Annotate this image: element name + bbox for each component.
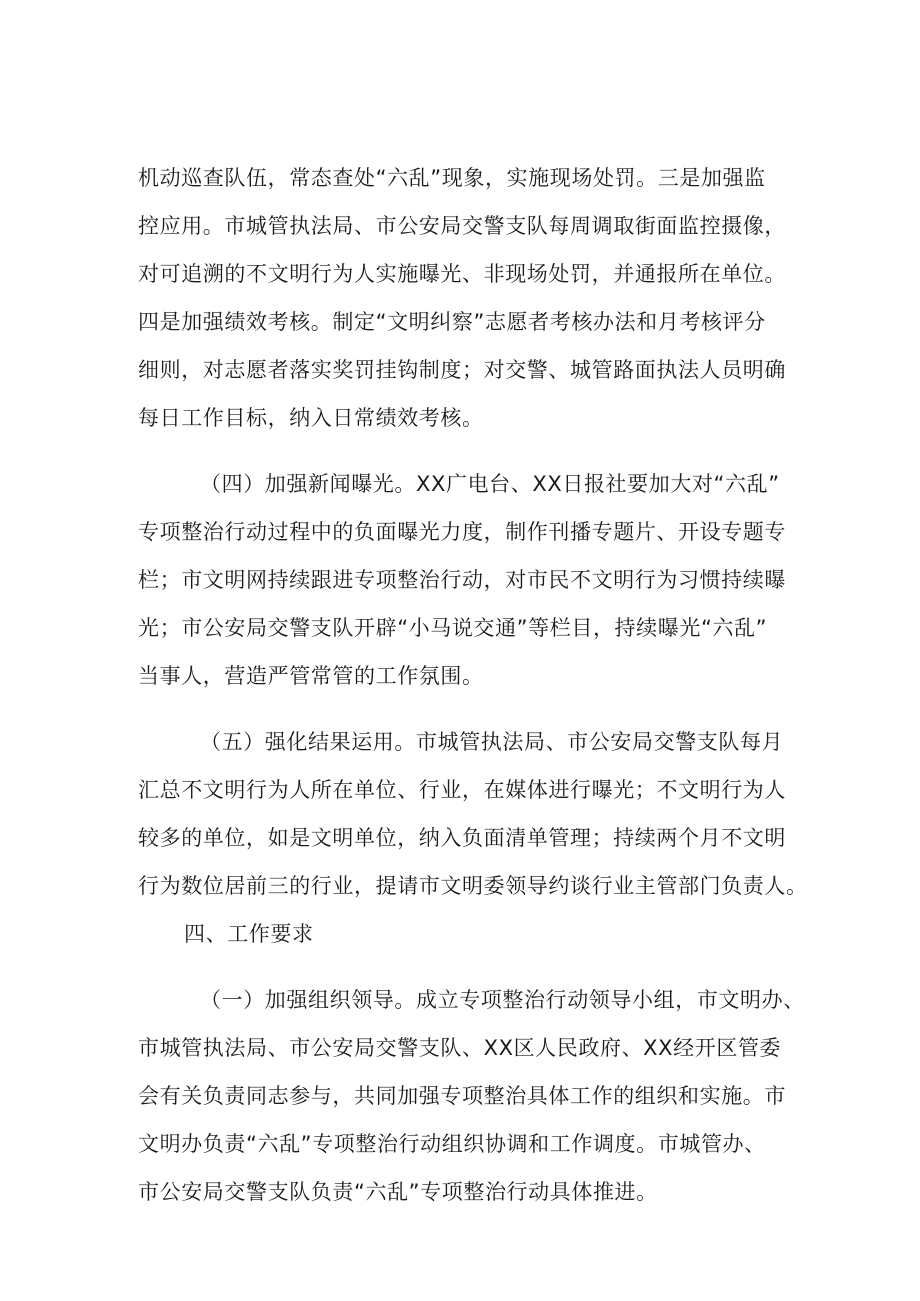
text-line: （五）强化结果运用。市城管执法局、市公安局交警支队每月 [200, 730, 784, 754]
text-line: 四是加强绩效考核。制定“文明纠察”志愿者考核办法和月考核评分 [138, 310, 766, 334]
text-line: 机动巡查队伍，常态查处“六乱”现象，实施现场处罚。三是加强监 [138, 166, 766, 190]
text-line: 当事人，营造严管常管的工作氛围。 [138, 664, 484, 688]
text-line: 市公安局交警支队负责“六乱”专项整治行动具体推进。 [138, 1180, 658, 1204]
text-line: （一）加强组织领导。成立专项整治行动领导小组，市文明办、 [200, 988, 805, 1012]
paragraph-performance-assessment [138, 154, 798, 442]
text-line: 栏；市文明网持续跟进专项整治行动，对市民不文明行为习惯持续曝 [138, 568, 786, 592]
text-line: 文明办负责“六乱”专项整治行动组织协调和工作调度。市城管办、 [138, 1132, 766, 1156]
text-line: 每日工作目标，纳入日常绩效考核。 [138, 406, 484, 430]
text-line: 光；市公安局交警支队开辟“小马说交通”等栏目，持续曝光“六乱” [138, 616, 768, 640]
paragraph-organization-leadership [138, 976, 805, 1216]
text-line: 细则，对志愿者落实奖罚挂钩制度；对交警、城管路面执法人员明确 [138, 358, 786, 382]
section-heading: 四、工作要求 [184, 922, 314, 946]
paragraph-news-exposure [138, 460, 798, 700]
text-line: 市城管执法局、市公安局交警支队、XX区人民政府、XX经开区管委 [138, 1036, 782, 1060]
text-line: 较多的单位，如是文明单位，纳入负面清单管理；持续两个月不文明 [138, 826, 786, 850]
text-line: 会有关负责同志参与，共同加强专项整治具体工作的组织和实施。市 [138, 1084, 786, 1108]
text-line: （四）加强新闻曝光。XX广电台、XX日报社要加大对“六乱” [200, 472, 780, 496]
text-line: 汇总不文明行为人所在单位、行业，在媒体进行曝光；不文明行为人 [138, 778, 786, 802]
paragraph-result-application [138, 718, 808, 910]
text-line: 对可追溯的不文明行为人实施曝光、非现场处罚，并通报所在单位。 [138, 262, 786, 286]
text-line: 行为数位居前三的行业，提请市文明委领导约谈行业主管部门负责人。 [138, 874, 808, 898]
document-body [138, 154, 808, 1216]
text-line: 专项整治行动过程中的负面曝光力度，制作刊播专题片、开设专题专 [138, 520, 786, 544]
text-line: 控应用。市城管执法局、市公安局交警支队每周调取街面监控摄像， [138, 214, 786, 238]
